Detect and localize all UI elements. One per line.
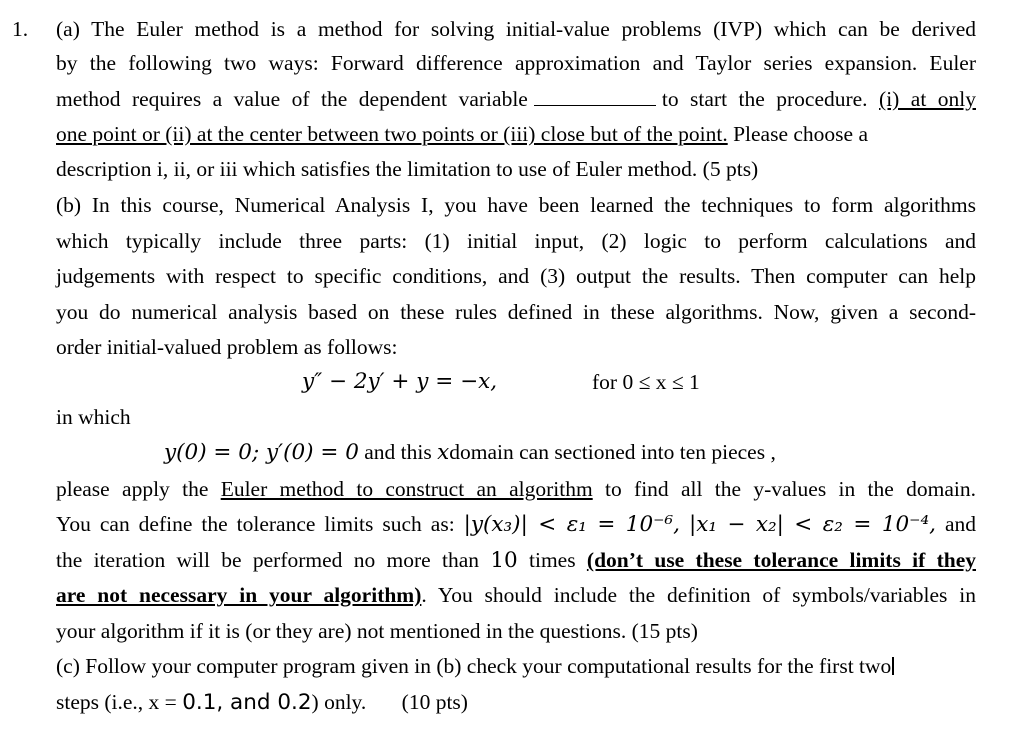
option-i: (i) at only xyxy=(879,87,976,111)
part-b-line-9 xyxy=(56,580,976,610)
ic-text: and this xyxy=(358,440,438,464)
bold-note-start: (don’t use these tolerance limits if they xyxy=(586,548,976,572)
initial-conditions: y(0) = 0; y′(0) = 0 xyxy=(164,440,359,465)
domain-condition: for 0 ≤ x ≤ 1 xyxy=(592,370,700,394)
in-which-label: in which xyxy=(56,405,131,429)
initial-conditions-line xyxy=(164,437,776,468)
part-b-line-7-pre: You can define the tolerance limits such as: xyxy=(56,512,464,536)
part-c-line-2 xyxy=(56,687,468,718)
ic-rest: domain can sectioned into ten pieces , xyxy=(449,440,776,464)
part-b-line-4: you do numerical analysis based on these rules defined in these algorithms. Now, given a second- xyxy=(56,300,976,324)
part-b-line-1: (b) In this course, Numerical Analysis I, you have been learned the techniques to form algorithms xyxy=(56,193,976,217)
text-cursor xyxy=(892,657,894,675)
part-a-line-3 xyxy=(56,84,976,114)
part-a-line-4-post: Please choose a xyxy=(727,122,868,146)
part-b-line-5: order initial-valued problem as follows: xyxy=(56,335,398,359)
part-c-line-1-text: (c) Follow your computer program given in (b) check your computational results for the first two xyxy=(56,654,892,678)
part-c-line-2-post: ) only. xyxy=(311,690,367,714)
step-values: 0.1, and 0.2 xyxy=(182,690,312,715)
tolerance-2: |x₁ − x₂| < ε₂ = 10⁻⁴, xyxy=(688,512,936,537)
part-b-line-9-post: . You should include the definition of symbols/variables in xyxy=(421,583,976,607)
part-b-line-3: judgements with respect to specific conditions, and (3) output the results. Then computer can help xyxy=(56,264,976,288)
iteration-limit: 10 xyxy=(490,548,518,573)
part-b-line-6-post: to find all the y-values in the domain. xyxy=(592,477,976,501)
part-a-line-3-pre: method requires a value of the dependent variable xyxy=(56,87,528,111)
ic-x: x xyxy=(437,440,450,465)
part-a-line-2: by the following two ways: Forward difference approximation and Taylor series expansion. Euler xyxy=(56,51,976,75)
part-b-line-8-pre: the iteration will be performed no more than xyxy=(56,548,491,572)
part-a-line-5: description i, ii, or iii which satisfies the limitation to use of Euler method. (5 pts) xyxy=(56,157,759,181)
ode-equation: y″ − 2y′ + y = −x, xyxy=(302,369,498,394)
bold-note-end: are not necessary in your algorithm) xyxy=(56,583,422,607)
part-b-line-7-post: and xyxy=(935,512,977,536)
part-b-line-10: your algorithm if it is (or they are) not mentioned in the questions. (15 pts) xyxy=(56,619,698,643)
answer-blank[interactable] xyxy=(534,87,656,106)
euler-algorithm-underlined: Euler method to construct an algorithm xyxy=(220,477,593,501)
part-b-line-6 xyxy=(56,474,976,504)
tolerance-1: |y(x₃)| < ε₁ = 10⁻⁶, xyxy=(463,512,680,537)
part-b-line-6-pre: please apply the xyxy=(56,477,221,501)
part-b-line-8 xyxy=(56,545,976,576)
question-number: 1. xyxy=(12,17,29,41)
part-b-line-2: which typically include three parts: (1) initial input, (2) logic to perform calculations and xyxy=(56,229,976,253)
part-a-line-3-post: to start the procedure. xyxy=(661,87,868,111)
part-a-line-4 xyxy=(56,119,976,149)
part-b-line-7 xyxy=(56,509,976,540)
part-c-points: (10 pts) xyxy=(401,690,468,714)
part-b-line-8-mid: times xyxy=(517,548,587,572)
part-a-line-1: (a) The Euler method is a method for solving initial-value problems (IVP) which can be derived xyxy=(56,17,976,41)
part-c-line-2-pre: steps (i.e., x = xyxy=(56,690,183,714)
options-ii-iii: one point or (ii) at the center between two points or (iii) close but of the point. xyxy=(56,122,728,146)
part-c-line-1 xyxy=(56,651,894,681)
